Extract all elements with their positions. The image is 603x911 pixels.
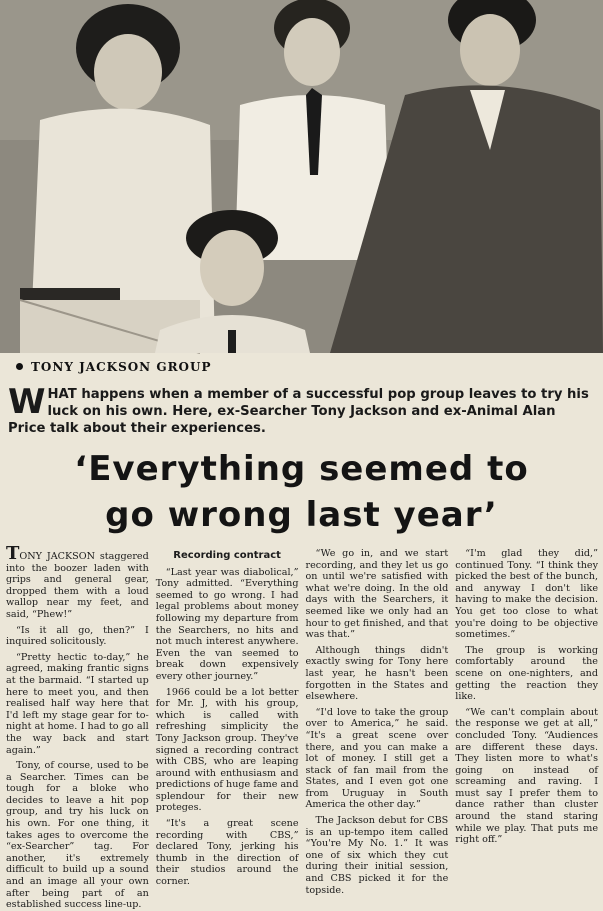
intro-paragraph (8, 382, 596, 437)
article-paragraph (6, 543, 149, 621)
article-paragraph: Although things didn't exactly swing for Tony here last year, he hasn't been forgotten in the States and elsewhere. (305, 644, 449, 703)
article-column-3 (305, 548, 449, 896)
photo-caption (16, 360, 212, 374)
article-dropcap: T (6, 543, 20, 564)
article-columns (6, 543, 598, 911)
article-paragraph: “It's a great scene recording with CBS,” declared Tony, jerking his thumb in the direction of their studios around the corner. (155, 818, 299, 888)
headline-line-1: ‘Everything seemed to (74, 449, 529, 489)
article-paragraph: “Pretty hectic to-day,” he agreed, making frantic signs at the barmaid. “I started up here to meet you, and then realised half way here that I'd left my stage gear for to-night at home. I had to go all the way back and start again.” (6, 651, 149, 756)
article-paragraph: “Is it all go, then?” I inquired solicitously. (6, 624, 149, 648)
article-column-2 (155, 548, 299, 888)
bullet-icon (16, 363, 23, 370)
article-paragraph: The group is working comfortably around the scene on one-nighters, and getting the reaction they like. (455, 644, 598, 703)
intro-text: HAT happens when a member of a successful pop group leaves to try his luck on his own. Here, ex-Searcher Tony Jackson and ex-Animal Alan Price talk about their experiences. (8, 387, 589, 436)
headline-line-2: go wrong last year’ (105, 495, 498, 535)
article-paragraph: Tony, of course, used to be a Searcher. Times can be tough for a bloke who decides to leave a hit pop group, and try his luck on his own. For one thing, it takes ages to overcome the “ex-Searcher” tag. For another, it's extremely difficult to build up a sound and an image all your own after being part of an established success line-up. (6, 760, 149, 911)
article-paragraph: “We can't complain about the response we get at all,” concluded Tony. “Audiences are different these days. They listen more to what's going on instead of screaming and raving. I must say I prefer them to dance rather than cluster around the stand staring while we play. That puts me right off.” (455, 706, 598, 846)
article-paragraph: The Jackson debut for CBS is an up-tempo item called “You're My No. 1.” It was one of six which they cut during their initial session, and CBS picked it for the topside. (305, 815, 449, 896)
paragraph-text: ONY JACKSON staggered into the boozer laden with grips and general gear, dropped them with a loud wallop near my feet, and said, “Phew!” (6, 551, 149, 620)
subheading: Recording contract (173, 550, 281, 561)
article-column-1 (6, 543, 149, 911)
article-paragraph: “I'm glad they did,” continued Tony. “I think they picked the best of the bunch, and anyway I don't like having to make the decision. You get too close to what you're doing to be objective sometimes.” (455, 548, 598, 641)
band-photo-icon (0, 0, 603, 353)
article-paragraph: “We go in, and we start recording, and they let us go on until we're satisfied with what we're doing. In the old days with the Searchers, it seemed like we only had an hour to get finished, and that was that.” (305, 548, 449, 641)
article-paragraph: “Last year was diabolical,” Tony admitted. “Everything seemed to go wrong. I had legal problems about money following my departure from the Searchers, no hits and not much interest anywhere. Even the van seemed to break down expensively every other journey.” (155, 566, 299, 682)
article-column-4 (455, 548, 598, 884)
page-title (0, 446, 603, 538)
article-paragraph: 1966 could be a lot better for Mr. J, with his group, which is called with refreshing simplicity the Tony Jackson group. They've signed a recording contract with CBS, who are leaping around with enthusiasm and predictions of huge fame and splendour for their new proteges. (155, 686, 299, 814)
intro-dropcap: W (8, 382, 46, 422)
article-paragraph: “I'd love to take the group over to America,” he said. “It's a great scene over there, and you can make a lot of money. I still get a stack of fan mail from the States, and I even got one from Uruguay in South America the other day.” (305, 706, 449, 811)
band-photo (0, 0, 603, 353)
caption-text: TONY JACKSON GROUP (31, 360, 212, 374)
